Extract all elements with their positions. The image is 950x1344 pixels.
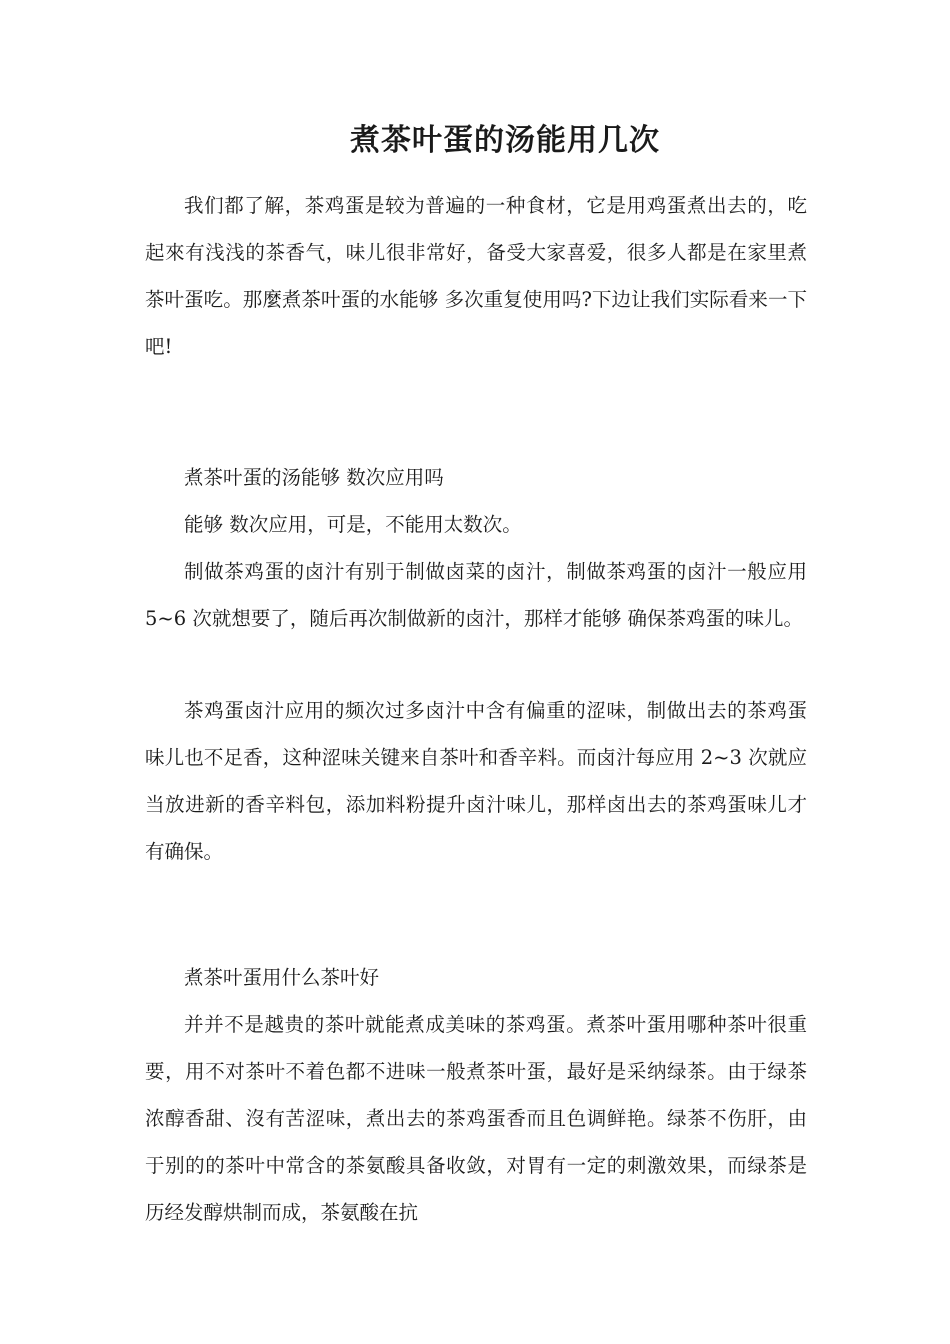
document-title: 煮茶叶蛋的汤能用几次 (350, 123, 660, 158)
section-heading-reuse: 煮茶叶蛋的汤能够 数次应用吗 (184, 466, 444, 489)
body-paragraph: 并并不是越贵的茶叶就能煮成美味的茶鸡蛋。煮茶叶蛋用哪种茶叶很重要，用不对茶叶不着色都不进味一般煮茶叶蛋，最好是采纳绿茶。由于绿茶浓醇香甜、沒有苦涩味，煮出去的茶鸡蛋香而且色调鲜艳。绿茶不伤肝，由于别的的茶叶中常含的茶氨酸具备收敛，对胃有一定的刺激效果，而绿茶是历经发醇烘制而成，茶氨酸在抗 (145, 1013, 807, 1224)
intro-paragraph: 我们都了解，茶鸡蛋是较为普遍的一种食材，它是用鸡蛋煮出去的，吃起來有浅浅的茶香气，味儿很非常好，备受大家喜爱，很多人都是在家里煮茶叶蛋吃。那麼煮茶叶蛋的水能够 多次重复使用吗?下边让我们实际看来一下吧! (145, 194, 807, 358)
body-paragraph: 茶鸡蛋卤汁应用的频次过多卤汁中含有偏重的涩味，制做出去的茶鸡蛋味儿也不足香，这种涩味关键来自茶叶和香辛料。而卤汁每应用 2~3 次就应当放进新的香辛料包，添加料粉提升卤汁味儿，那样卤出去的茶鸡蛋味儿才有确保。 (145, 699, 807, 863)
body-paragraph: 能够 数次应用，可是，不能用太数次。 (184, 513, 522, 536)
section-heading-tea-choice: 煮茶叶蛋用什么茶叶好 (184, 966, 380, 989)
body-paragraph: 制做茶鸡蛋的卤汁有别于制做卤菜的卤汁，制做茶鸡蛋的卤汁一般应用 5~6 次就想要了，随后再次制做新的卤汁，那样才能够 确保茶鸡蛋的味儿。 (145, 560, 807, 630)
